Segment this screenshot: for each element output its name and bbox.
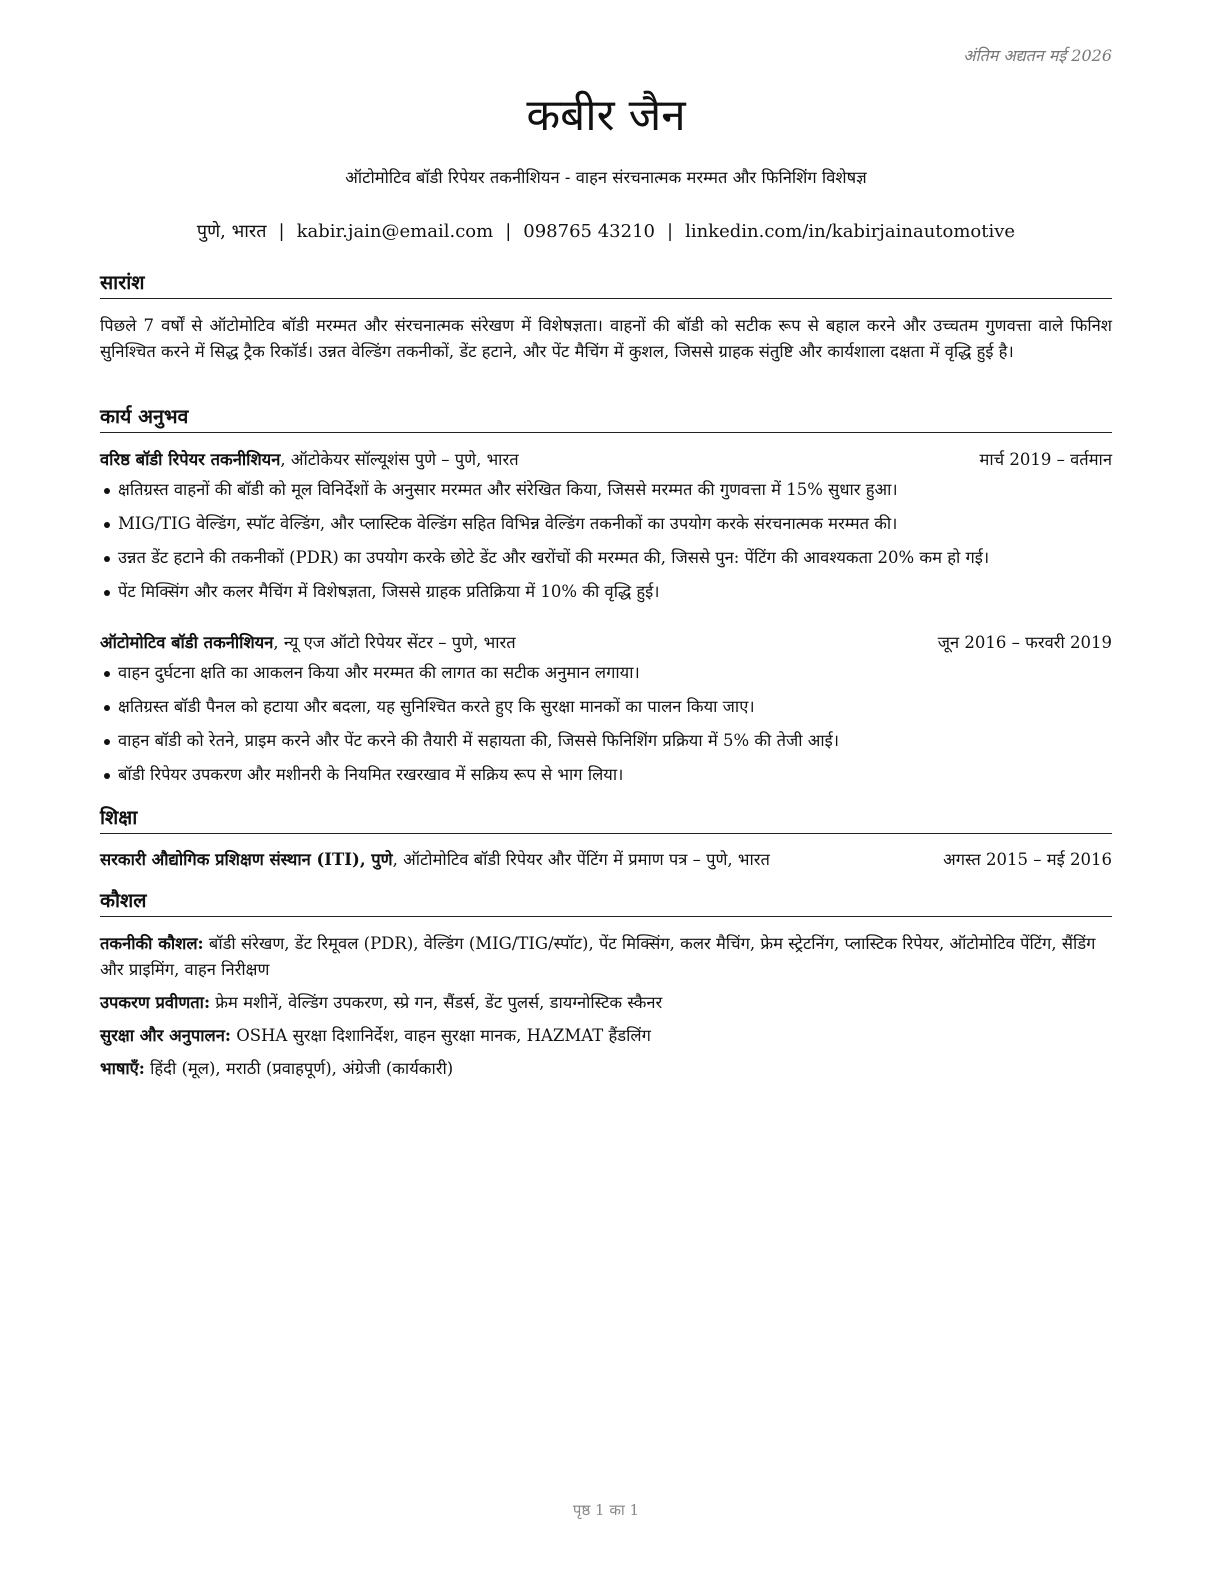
skill-label: तकनीकी कौशल: — [100, 934, 204, 953]
skill-value: हिंदी (मूल), मराठी (प्रवाहपूर्ण), अंग्रेजी (कार्यकारी) — [144, 1059, 454, 1078]
job-title-line — [100, 447, 519, 473]
skill-label: सुरक्षा और अनुपालन: — [100, 1026, 231, 1045]
list-item: उन्नत डेंट हटाने की तकनीकों (PDR) का उपयोग करके छोटे डेंट और खरोंचों की मरम्मत की, जिससे पुन: पेंटिंग की आवश्यकता 20% कम हो गई। — [100, 541, 1112, 575]
skill-label: भाषाएँ: — [100, 1059, 145, 1078]
contact-separator: | — [666, 221, 674, 242]
list-item: वाहन बॉडी को रेतने, प्राइम करने और पेंट करने की तैयारी में सहायता की, जिससे फिनिशिंग प्रक्रिया में 5% की तेजी आई। — [100, 724, 1112, 758]
headline: ऑटोमोटिव बॉडी रिपेयर तकनीशियन - वाहन संरचनात्मक मरम्मत और फिनिशिंग विशेषज्ञ — [345, 168, 867, 187]
education-line — [100, 847, 770, 873]
job-company: , न्यू एज ऑटो रिपेयर सेंटर – पुणे, भारत — [273, 633, 516, 652]
contact-separator: | — [505, 221, 512, 242]
skill-label: उपकरण प्रवीणता: — [100, 993, 211, 1012]
job-role: ऑटोमोटिव बॉडी तकनीशियन — [100, 633, 274, 652]
list-item: क्षतिग्रस्त वाहनों की बॉडी को मूल विनिर्देशों के अनुसार मरम्मत और संरेखित किया, जिससे मरम्मत की गुणवत्ता में 15% सुधार हुआ। — [100, 473, 1112, 507]
section-title-skills: कौशल — [100, 888, 1112, 917]
skill-line — [100, 1056, 1112, 1082]
job-header — [100, 447, 1112, 473]
job-dates: मार्च 2019 – वर्तमान — [979, 450, 1112, 469]
contact-location: पुणे, भारत — [196, 221, 267, 242]
education-program: , ऑटोमोटिव बॉडी रिपेयर और पेंटिंग में प्रमाण पत्र – पुणे, भारत — [392, 850, 770, 869]
section-title-summary: सारांश — [100, 270, 1112, 299]
list-item: MIG/TIG वेल्डिंग, स्पॉट वेल्डिंग, और प्लास्टिक वेल्डिंग सहित विभिन्न वेल्डिंग तकनीकों का उपयोग करके संरचनात्मक मरम्मत की। — [100, 507, 1112, 541]
education-entry — [100, 847, 1112, 873]
list-item: बॉडी रिपेयर उपकरण और मशीनरी के नियमित रखरखाव में सक्रिय रूप से भाग लिया। — [100, 758, 1112, 792]
page-number: पृष्ठ 1 का 1 — [572, 1501, 640, 1519]
education-dates: अगस्त 2015 – मई 2016 — [943, 850, 1112, 869]
candidate-name: कबीर जैन — [526, 90, 686, 141]
skill-line — [100, 931, 1112, 983]
job-company: , ऑटोकेयर सॉल्यूशंस पुणे – पुणे, भारत — [280, 450, 519, 469]
skill-line — [100, 990, 1112, 1016]
contact-linkedin[interactable]: linkedin.com/in/kabirjainautomotive — [685, 221, 1016, 242]
job-title-line — [100, 630, 516, 656]
job-dates: जून 2016 – फरवरी 2019 — [937, 633, 1112, 652]
list-item: क्षतिग्रस्त बॉडी पैनल को हटाया और बदला, यह सुनिश्चित करते हुए कि सुरक्षा मानकों का पालन किया जाए। — [100, 690, 1112, 724]
contact-phone: 098765 43210 — [523, 221, 655, 242]
job-bullets — [100, 473, 1112, 609]
skill-value: OSHA सुरक्षा दिशानिर्देश, वाहन सुरक्षा मानक, HAZMAT हैंडलिंग — [230, 1026, 651, 1045]
resume-page — [100, 0, 1112, 1584]
job-bullets — [100, 656, 1112, 792]
list-item: वाहन दुर्घटना क्षति का आकलन किया और मरम्मत की लागत का सटीक अनुमान लगाया। — [100, 656, 1112, 690]
education-institution: सरकारी औद्योगिक प्रशिक्षण संस्थान (ITI), पुणे — [100, 850, 393, 869]
contact-line — [100, 219, 1112, 245]
contact-separator: | — [278, 221, 285, 242]
skill-value: बॉडी संरेखण, डेंट रिमूवल (PDR), वेल्डिंग (MIG/TIG/स्पॉट), पेंट मिक्सिंग, कलर मैचिंग, फ्रेम स्ट्रेटनिंग, प्लास्टिक रिपेयर, ऑटोमोटिव पेंटिंग, सैंडिंग और प्राइमिंग, वाहन निरीक्षण — [100, 934, 1096, 979]
section-title-experience: कार्य अनुभव — [100, 404, 1112, 433]
section-title-education: शिक्षा — [100, 805, 1112, 834]
list-item: पेंट मिक्सिंग और कलर मैचिंग में विशेषज्ञता, जिससे ग्राहक प्रतिक्रिया में 10% की वृद्धि हुई। — [100, 575, 1112, 609]
job-role: वरिष्ठ बॉडी रिपेयर तकनीशियन — [100, 450, 281, 469]
job-header — [100, 630, 1112, 656]
skill-line — [100, 1023, 1112, 1049]
last-updated: अंतिम अद्यतन मई 2026 — [963, 46, 1112, 65]
skill-value: फ्रेम मशीनें, वेल्डिंग उपकरण, स्प्रे गन, सैंडर्स, डेंट पुलर्स, डायग्नोस्टिक स्कैनर — [210, 993, 663, 1012]
contact-email[interactable]: kabir.jain@email.com — [296, 221, 494, 242]
summary-text: पिछले 7 वर्षों से ऑटोमोटिव बॉडी मरम्मत और संरचनात्मक संरेखण में विशेषज्ञता। वाहनों की बॉडी को सटीक रूप से बहाल करने और उच्चतम गुणवत्ता वाले फिनिश सुनिश्चित करने में सिद्ध ट्रैक रिकॉर्ड। उन्नत वेल्डिंग तकनीकों, डेंट हटाने, और पेंट मैचिंग में कुशल, जिससे ग्राहक संतुष्टि और कार्यशाला दक्षता में वृद्धि हुई है। — [100, 316, 1112, 361]
